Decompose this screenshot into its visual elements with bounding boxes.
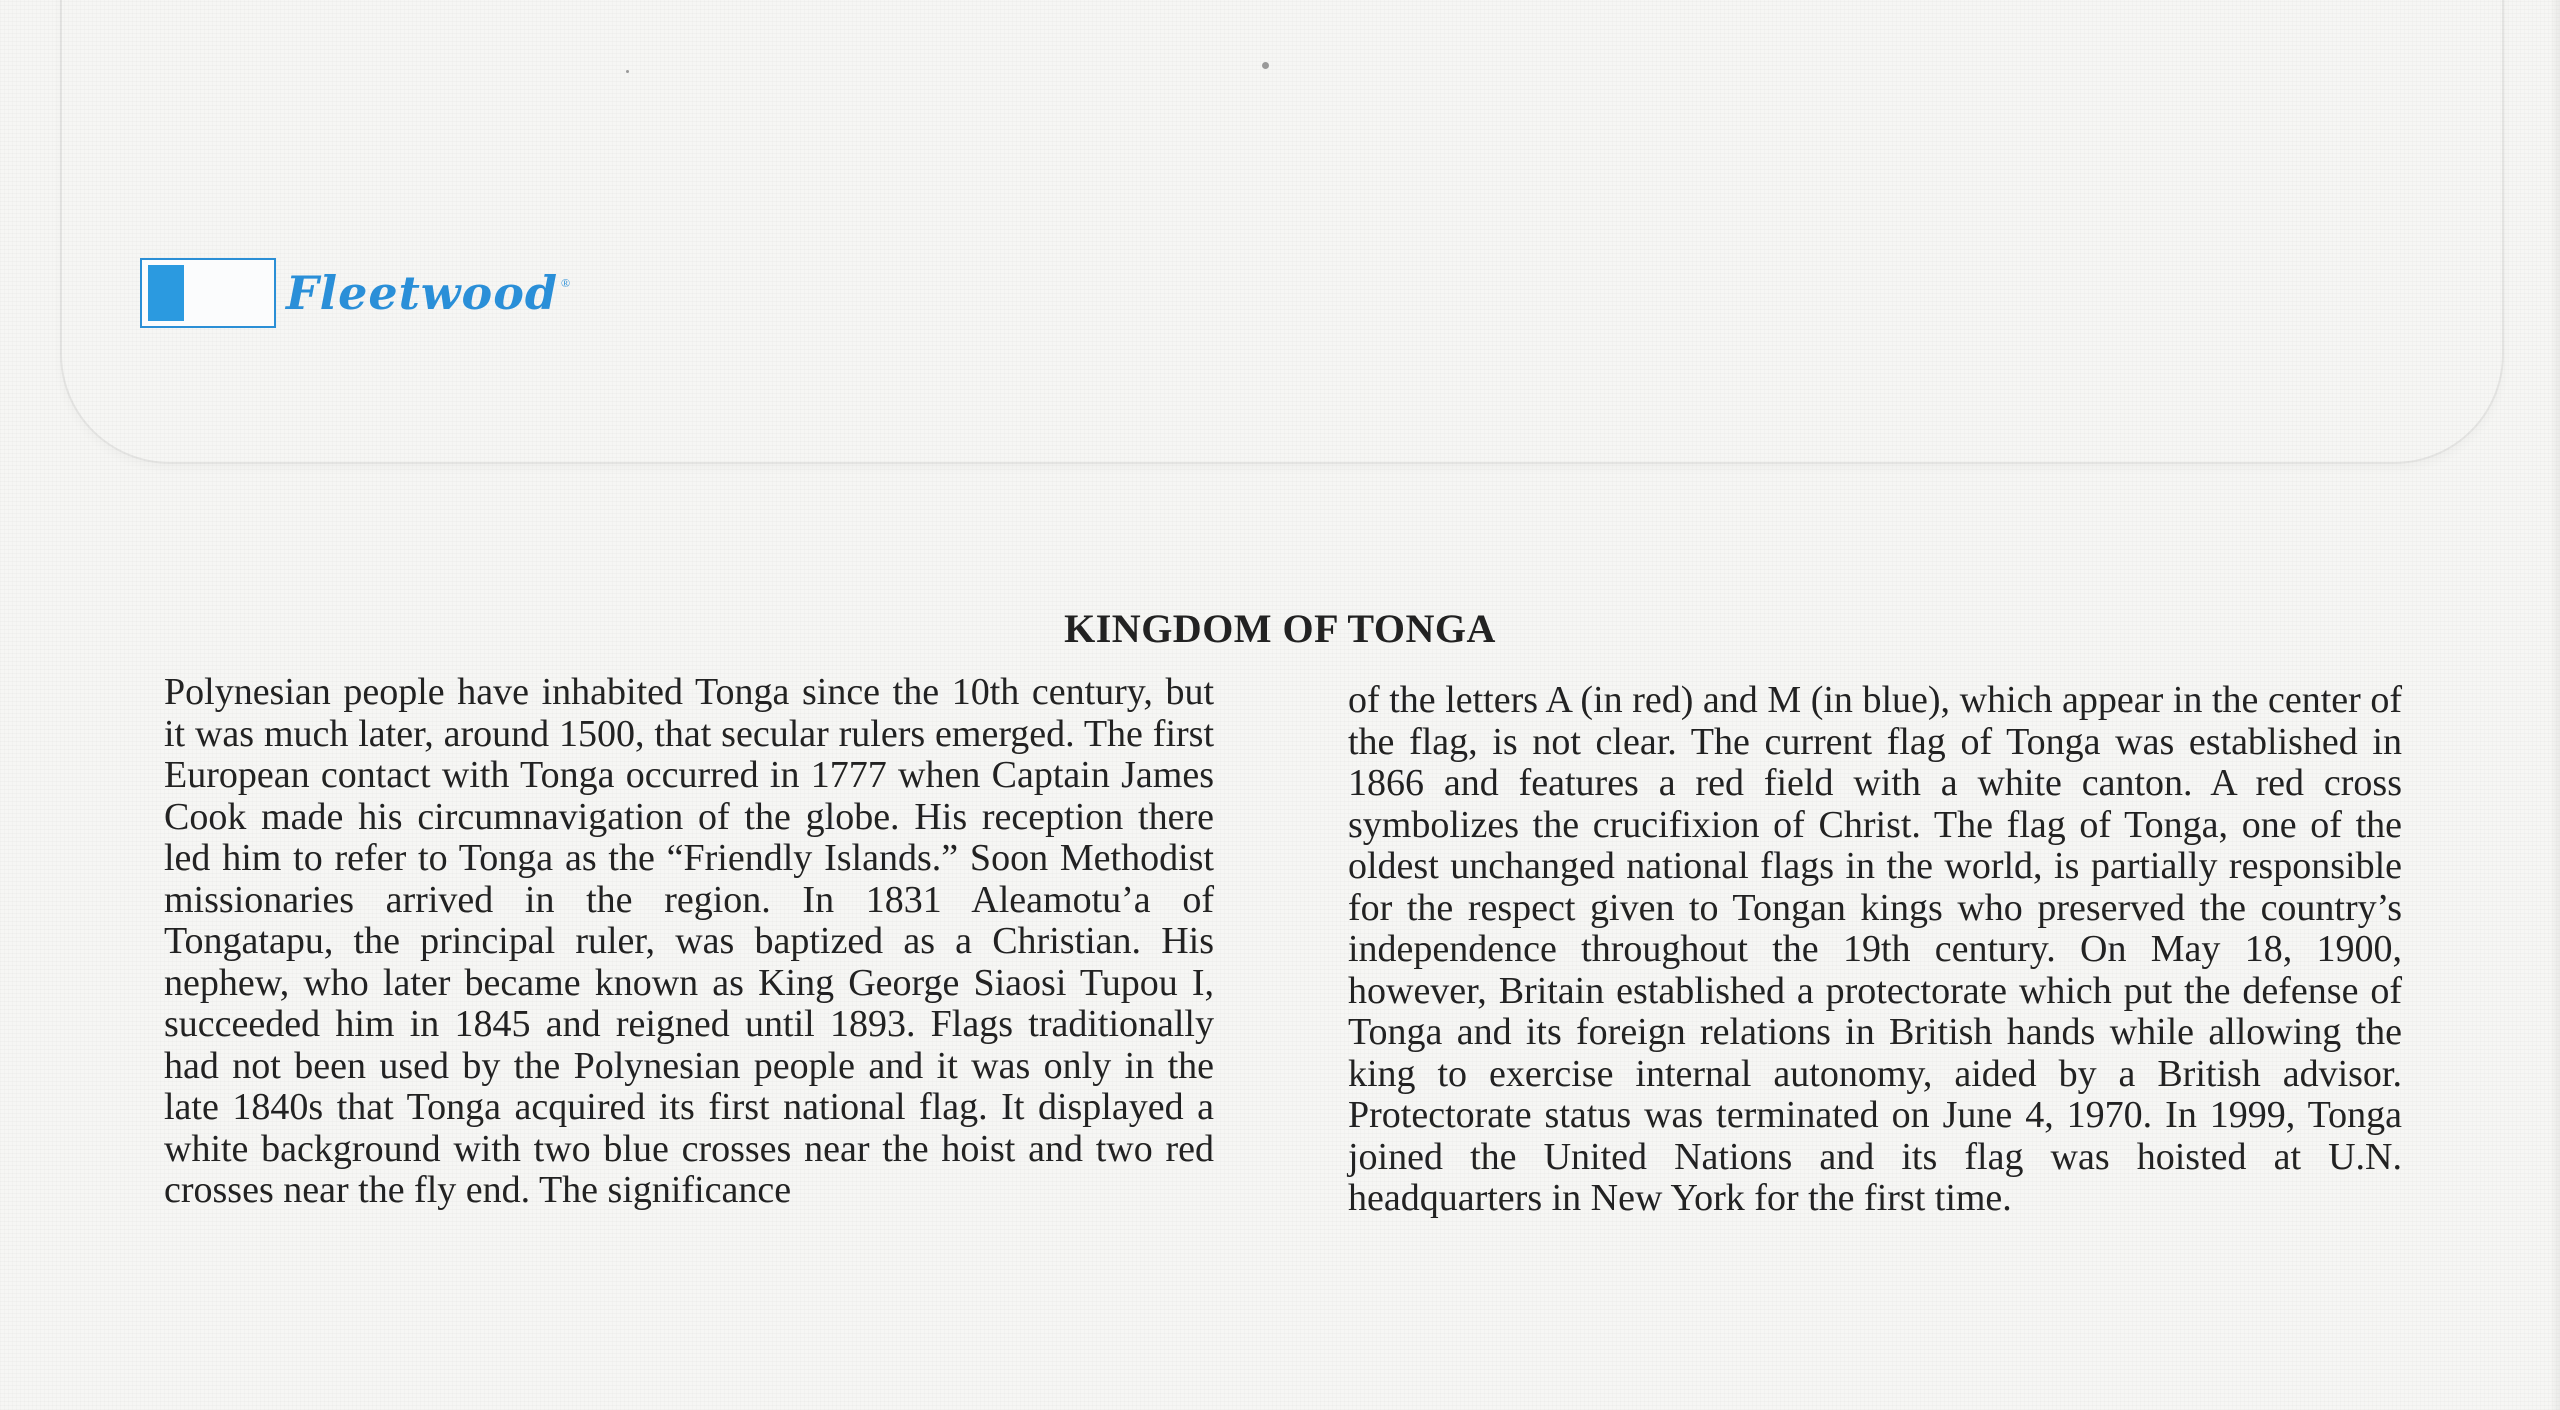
logo-wordmark: Fleetwood bbox=[286, 265, 559, 320]
body-right-column: of the letters A (in red) and M (in blue), which appear in the center of the flag, is not clear. The current flag of Tonga was established in 1866 and features a red field with a white canton. A red cross symbolizes the crucifixion of Christ. The flag of Tonga, one of the oldest unchanged national flags in the world, is partially responsible for the respect given to Tongan kings who preserved the country’s independence throughout the 19th century. On May 18, 1900, however, Britain established a protectorate which put the defense of Tonga and its foreign relations in British hands while allowing the king to exercise internal autonomy, aided by a British advisor. Protectorate status was terminated on June 4, 1970. In 1999, Tonga joined the United Nations and its flag was hoisted at U.N. headquarters in New York for the first time. bbox=[1348, 679, 2402, 1219]
page-title: KINGDOM OF TONGA bbox=[1064, 606, 1496, 651]
envelope-edge-shadow bbox=[2550, 0, 2560, 1410]
envelope-flap bbox=[60, 0, 2504, 464]
paper-speck bbox=[626, 70, 629, 73]
registered-mark: ® bbox=[561, 276, 571, 290]
body-left-column: Polynesian people have inhabited Tonga since the 10th century, but it was much later, around 1500, that secular rulers emerged. The first European contact with Tonga occurred in 1777 when Captain James Cook made his circumnavigation of the globe. His reception there led him to refer to Tonga as the “Friendly Islands.” Soon Methodist missionaries arrived in the region. In 1831 Aleamotu’a of Tongatapu, the principal ruler, was baptized as a Christian. His nephew, who later became known as King George Siaosi Tupou I, succeeded him in 1845 and reigned until 1893. Flags traditionally had not been used by the Polynesian people and it was only in the late 1840s that Tonga acquired its first national flag. It displayed a white background with two blue crosses near the hoist and two red crosses near the fly end. The significance bbox=[164, 671, 1214, 1211]
paper-speck bbox=[1262, 62, 1269, 69]
logo-mark-icon bbox=[140, 258, 276, 328]
fleetwood-logo bbox=[140, 255, 570, 330]
